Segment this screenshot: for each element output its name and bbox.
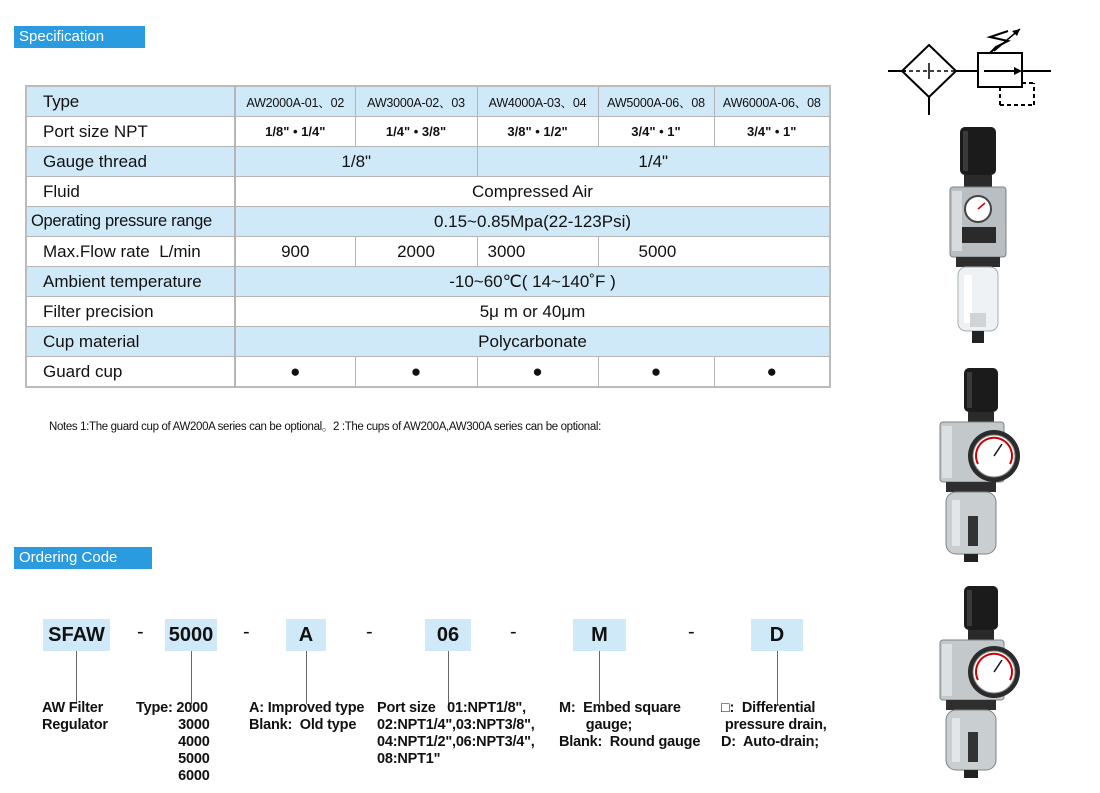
table-cell: 0.15~0.85Mpa(22-123Psi) — [235, 207, 830, 237]
table-cell: ● — [235, 357, 355, 388]
product-image-round-gauge-icon — [932, 366, 1032, 564]
ordering-code-header: Ordering Code — [14, 547, 152, 569]
table-cell: 1/8" — [235, 147, 477, 177]
product-image-round-gauge-2-icon — [932, 584, 1032, 782]
row-label: Guard cup — [26, 357, 235, 388]
table-cell: AW4000A-03、04 — [477, 86, 598, 117]
table-cell: 5000 — [598, 237, 830, 267]
table-cell: ● — [477, 357, 598, 388]
notes-text: Notes 1:The guard cup of AW200A series can be optional。2 :The cups of AW200A,AW300A series can be optional: — [49, 421, 601, 433]
code-box-gauge: M — [573, 619, 626, 651]
row-label: Operating pressure range — [26, 207, 235, 237]
code-dash: - — [366, 621, 373, 643]
table-row — [26, 177, 830, 207]
table-cell: 3/4" • 1" — [598, 117, 714, 147]
row-label: Max.Flow rate L/min — [26, 237, 235, 267]
table-cell: Compressed Air — [235, 177, 830, 207]
description-port-size: Port size 01:NPT1/8", 02:NPT1/4",03:NPT3/8", 04:NPT1/2",06:NPT3/4", 08:NPT1" — [377, 700, 535, 767]
description-type: Type: 2000 3000 4000 5000 6000 — [136, 700, 210, 784]
description-gauge: M: Embed square gauge; Blank: Round gauge — [559, 700, 701, 750]
specification-header: Specification — [14, 26, 145, 48]
table-cell: 3/8" • 1/2" — [477, 117, 598, 147]
table-row — [26, 86, 830, 117]
description-series: AW Filter Regulator — [42, 700, 108, 733]
table-cell: ● — [598, 357, 714, 388]
specification-table — [25, 85, 831, 388]
code-box-type: 5000 — [165, 619, 217, 651]
table-cell: Polycarbonate — [235, 327, 830, 357]
row-label: Cup material — [26, 327, 235, 357]
connector-line — [777, 651, 778, 704]
code-box-version: A — [286, 619, 326, 651]
connector-line — [76, 651, 77, 704]
table-cell: 3/4" • 1" — [714, 117, 830, 147]
connector-line — [599, 651, 600, 704]
table-cell: AW5000A-06、08 — [598, 86, 714, 117]
row-label: Gauge thread — [26, 147, 235, 177]
table-cell: 1/4" • 3/8" — [355, 117, 477, 147]
filter-regulator-symbol-icon — [886, 25, 1056, 120]
table-row — [26, 357, 830, 388]
table-cell: AW2000A-01、02 — [235, 86, 355, 117]
table-row — [26, 297, 830, 327]
table-row — [26, 147, 830, 177]
table-row — [26, 117, 830, 147]
connector-line — [448, 651, 449, 704]
code-dash: - — [243, 621, 250, 643]
table-cell: 900 — [235, 237, 355, 267]
table-cell: -10~60℃( 14~140˚F ) — [235, 267, 830, 297]
row-label: Type — [26, 86, 235, 117]
code-box-series: SFAW — [43, 619, 110, 651]
connector-line — [191, 651, 192, 704]
table-cell: 3000 — [477, 237, 598, 267]
table-cell: AW3000A-02、03 — [355, 86, 477, 117]
product-image-transparent-cup-icon — [930, 125, 1025, 347]
table-row — [26, 207, 830, 237]
table-cell: AW6000A-06、08 — [714, 86, 830, 117]
table-cell: 1/4" — [477, 147, 830, 177]
table-cell: ● — [714, 357, 830, 388]
table-row — [26, 267, 830, 297]
table-cell: 2000 — [355, 237, 477, 267]
row-label: Port size NPT — [26, 117, 235, 147]
code-box-port-size: 06 — [425, 619, 471, 651]
code-dash: - — [510, 621, 517, 643]
connector-line — [306, 651, 307, 704]
code-dash: - — [137, 621, 144, 643]
table-cell: 1/8" • 1/4" — [235, 117, 355, 147]
code-box-drain: D — [751, 619, 803, 651]
row-label: Filter precision — [26, 297, 235, 327]
table-row — [26, 237, 830, 267]
row-label: Ambient temperature — [26, 267, 235, 297]
table-cell: 5μ m or 40μm — [235, 297, 830, 327]
row-label: Fluid — [26, 177, 235, 207]
table-cell: ● — [355, 357, 477, 388]
table-row — [26, 327, 830, 357]
description-drain: □: Differential pressure drain, D: Auto-drain; — [721, 700, 827, 750]
code-dash: - — [688, 621, 695, 643]
description-version: A: Improved type Blank: Old type — [249, 700, 365, 733]
